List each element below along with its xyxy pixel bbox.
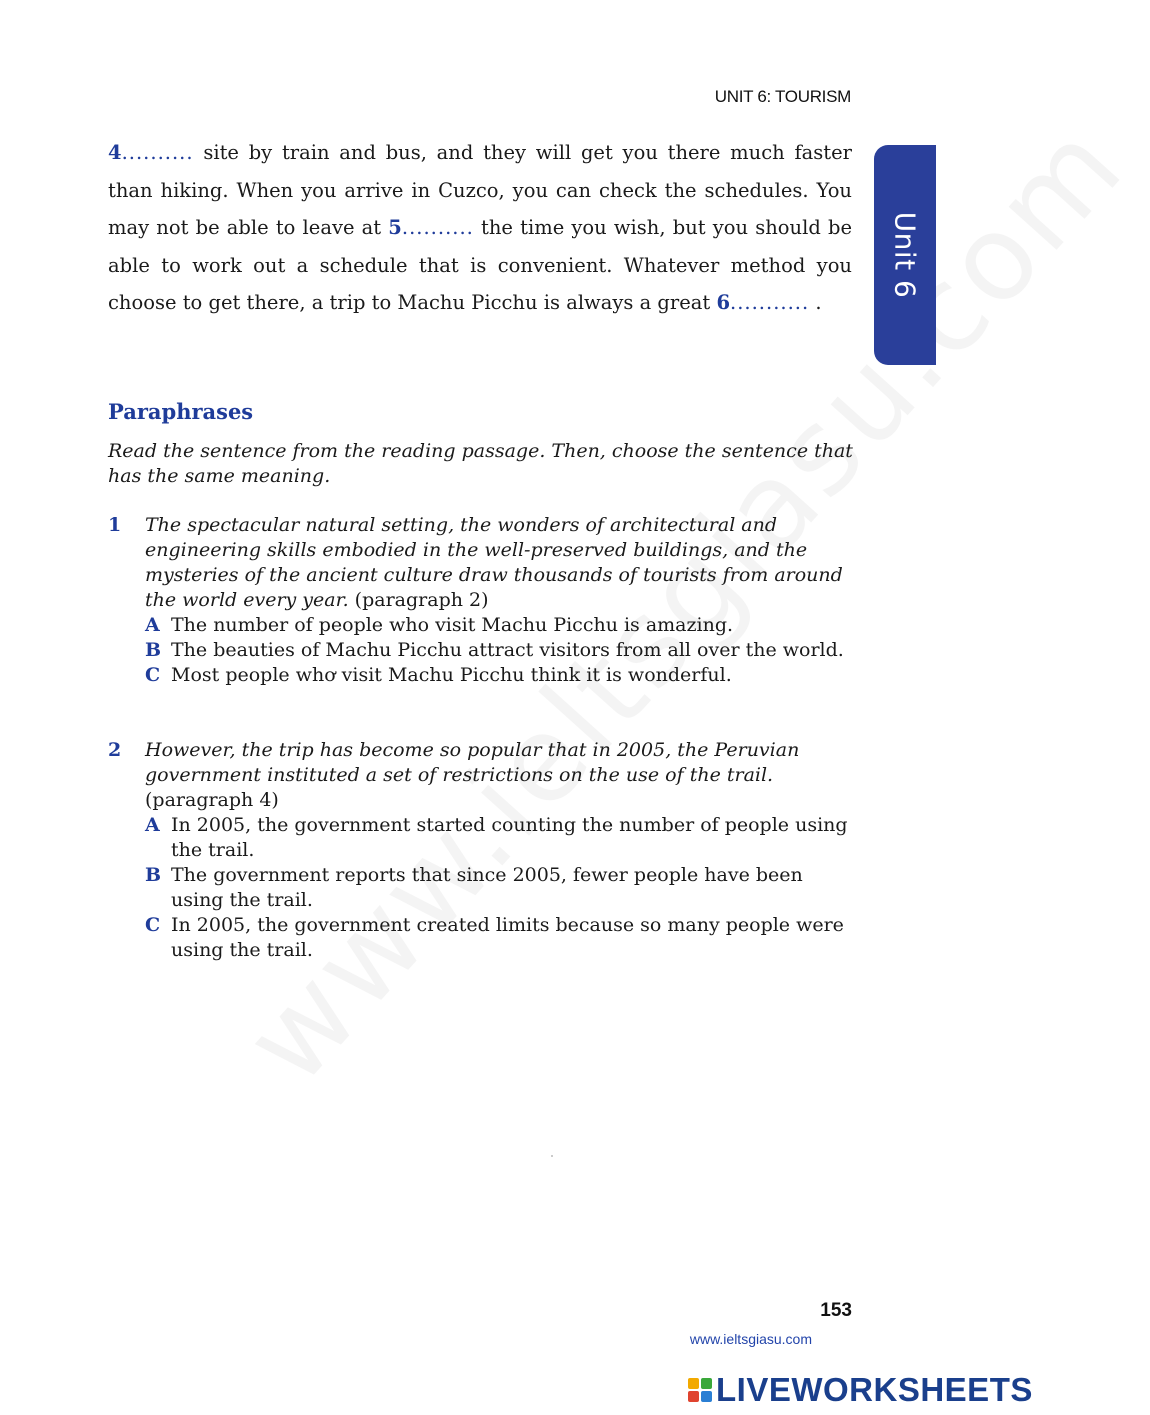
passage-text: . bbox=[809, 291, 822, 314]
reading-passage bbox=[108, 134, 852, 322]
page-number: 153 bbox=[820, 1300, 852, 1321]
liveworksheets-brand: LIVEWORKSHEETS bbox=[716, 1371, 1033, 1408]
question-sentence: The spectacular natural setting, the wonders of architectural and engineering skills embodied in the well-preserved buildings, and the mysteries of the ancient culture draw thousands of tourists from around the world every year. (paragraph 2) bbox=[145, 514, 843, 611]
section-instructions: Read the sentence from the reading passage. Then, choose the sentence that has the same meaning. bbox=[108, 440, 853, 487]
question-2 bbox=[108, 738, 853, 963]
option-letter: C bbox=[145, 914, 161, 936]
passage-text: the time you wish, but you should be able to work out a schedule that is convenient. Whatever method you choose to get there, a trip to Machu Picchu is always a great bbox=[108, 216, 853, 314]
option-text: The government reports that since 2005, fewer people have been using the trail. bbox=[171, 864, 803, 911]
logo-square bbox=[701, 1391, 712, 1402]
option-text: In 2005, the government created limits because so many people were using the trail. bbox=[171, 914, 844, 961]
option-letter: A bbox=[145, 614, 160, 636]
blank-4[interactable]: .......... bbox=[121, 141, 194, 164]
option-text: Most people whơ visit Machu Picchu think it is wonderful. bbox=[171, 664, 732, 686]
liveworksheets-logo[interactable] bbox=[688, 1370, 1033, 1410]
paragraph-reference: (paragraph 4) bbox=[145, 789, 279, 811]
option-text: In 2005, the government started counting the number of people using the trail. bbox=[171, 814, 848, 861]
logo-square bbox=[688, 1378, 699, 1389]
logo-square bbox=[701, 1378, 712, 1389]
question-number: 2 bbox=[108, 739, 122, 761]
option-a[interactable] bbox=[145, 813, 853, 863]
question-number: 1 bbox=[108, 514, 122, 536]
option-letter: B bbox=[145, 864, 162, 886]
option-text: The number of people who visit Machu Picchu is amazing. bbox=[171, 614, 734, 636]
paragraph-reference: (paragraph 2) bbox=[348, 589, 489, 611]
blank-5-number: 5 bbox=[388, 216, 402, 239]
unit-side-tab-label: Unit 6 bbox=[888, 211, 922, 299]
option-b[interactable] bbox=[145, 638, 853, 663]
option-a[interactable] bbox=[145, 613, 853, 638]
question-1 bbox=[108, 513, 853, 688]
option-letter: B bbox=[145, 639, 162, 661]
section-title: Paraphrases bbox=[108, 399, 254, 424]
unit-side-tab bbox=[874, 145, 936, 365]
blank-5[interactable]: .......... bbox=[401, 216, 474, 239]
liveworksheets-icon bbox=[688, 1378, 712, 1402]
site-url-link[interactable]: www.ieltsgiasu.com bbox=[689, 1331, 812, 1347]
passage-text: site by train and bus, and they will get you there much faster than hiking. When you arrive in Cuzco, you can check the schedules. You may not be able to leave at bbox=[108, 141, 852, 239]
option-c[interactable] bbox=[145, 913, 853, 963]
blank-6-number: 6 bbox=[716, 291, 731, 314]
unit-header: UNIT 6: TOURISM bbox=[714, 87, 851, 106]
option-letter: C bbox=[145, 664, 161, 686]
option-letter: A bbox=[145, 814, 160, 836]
blank-4-number: 4 bbox=[108, 141, 122, 164]
question-sentence: However, the trip has become so popular that in 2005, the Peruvian government instituted a set of restrictions on the use of the trail. (paragraph 4) bbox=[145, 739, 800, 811]
option-text: The beauties of Machu Picchu attract visitors from all over the world. bbox=[171, 639, 844, 661]
blank-6[interactable]: ........... bbox=[730, 291, 810, 314]
print-speck bbox=[551, 1155, 553, 1157]
option-b[interactable] bbox=[145, 863, 853, 913]
logo-square bbox=[688, 1391, 699, 1402]
option-c[interactable] bbox=[145, 663, 853, 688]
